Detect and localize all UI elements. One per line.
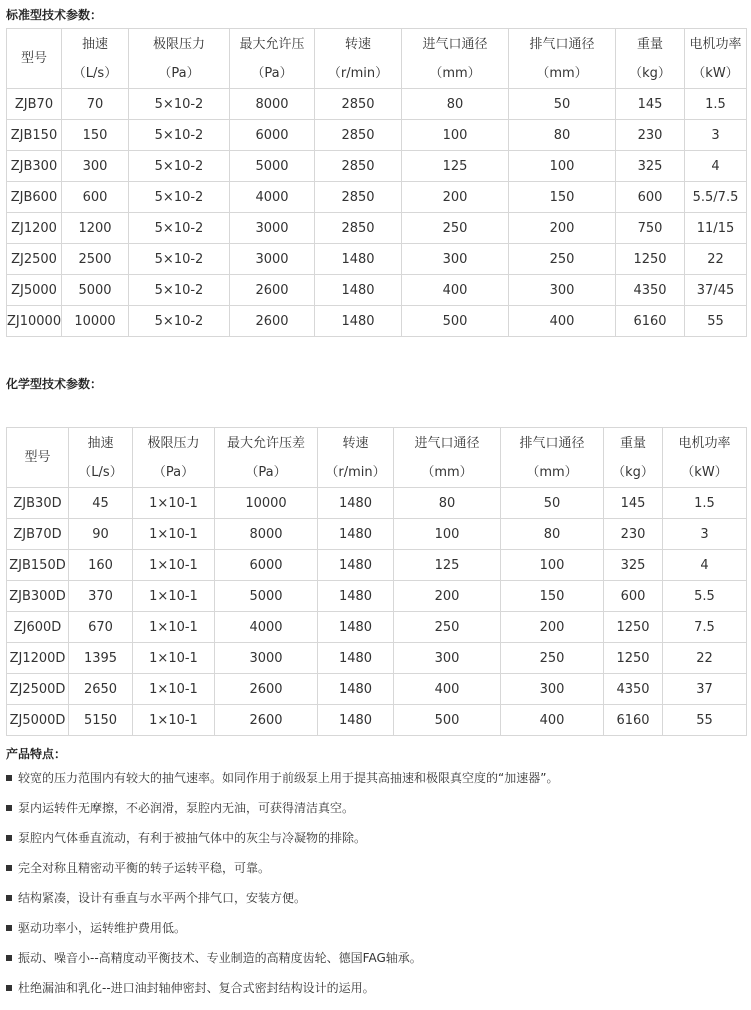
table-cell: 5×10-2 xyxy=(129,306,230,337)
table-cell: 1480 xyxy=(315,306,402,337)
table-row xyxy=(7,275,747,306)
header-unit: （kW） xyxy=(692,65,739,81)
table-cell: 55 xyxy=(685,306,747,337)
table-cell: 2850 xyxy=(315,182,402,213)
column-header xyxy=(509,29,616,89)
header-label: 重量 xyxy=(619,435,646,451)
table-cell: 50 xyxy=(501,488,604,519)
table-cell: 1.5 xyxy=(685,89,747,120)
table-cell: 2850 xyxy=(315,89,402,120)
table-cell: 1395 xyxy=(69,643,133,674)
model-cell: ZJB70 xyxy=(7,89,62,120)
column-header xyxy=(133,428,215,488)
table-cell: 750 xyxy=(616,213,685,244)
table-row xyxy=(7,519,747,550)
square-bullet-icon xyxy=(6,835,12,841)
column-header xyxy=(129,29,230,89)
column-header xyxy=(604,428,663,488)
table-cell: 10000 xyxy=(215,488,318,519)
header-unit: （kg） xyxy=(612,464,654,480)
feature-text: 驱动功率小，运转维护费用低。 xyxy=(18,921,187,935)
table-cell: 4 xyxy=(663,550,747,581)
table-cell: 1480 xyxy=(318,643,394,674)
header-label: 排气口通径 xyxy=(529,36,595,52)
table-cell: 200 xyxy=(501,612,604,643)
column-header xyxy=(685,29,747,89)
table-cell: 1480 xyxy=(318,519,394,550)
table-cell: 80 xyxy=(509,120,616,151)
table-row xyxy=(7,89,747,120)
table-cell: 8000 xyxy=(215,519,318,550)
model-cell: ZJ2500D xyxy=(7,674,69,705)
table-cell: 3 xyxy=(663,519,747,550)
table-cell: 100 xyxy=(394,519,501,550)
feature-item xyxy=(6,823,746,853)
table-cell: 4350 xyxy=(616,275,685,306)
table-cell: 2850 xyxy=(315,120,402,151)
table-cell: 5150 xyxy=(69,705,133,736)
column-header xyxy=(230,29,315,89)
table-cell: 70 xyxy=(62,89,129,120)
table-cell: 400 xyxy=(509,306,616,337)
column-header xyxy=(501,428,604,488)
table-cell: 400 xyxy=(394,674,501,705)
table-cell: 150 xyxy=(509,182,616,213)
header-label: 电机功率 xyxy=(678,435,731,451)
table-cell: 250 xyxy=(501,643,604,674)
table-cell: 7.5 xyxy=(663,612,747,643)
header-label: 极限压力 xyxy=(152,36,205,52)
header-label: 抽速 xyxy=(81,36,108,52)
header-unit: （r/min） xyxy=(327,65,389,81)
column-header xyxy=(69,428,133,488)
column-header xyxy=(7,29,62,89)
table-cell: 1×10-1 xyxy=(133,612,215,643)
model-cell: ZJ5000D xyxy=(7,705,69,736)
table-row xyxy=(7,120,747,151)
chemical-spec-table xyxy=(6,427,747,736)
table-cell: 1×10-1 xyxy=(133,488,215,519)
table-cell: 3000 xyxy=(230,213,315,244)
table-cell: 5000 xyxy=(62,275,129,306)
table-cell: 5×10-2 xyxy=(129,89,230,120)
feature-item xyxy=(6,943,746,973)
feature-item xyxy=(6,853,746,883)
header-label: 型号 xyxy=(24,450,51,465)
table-cell: 300 xyxy=(501,674,604,705)
product-features xyxy=(6,745,746,1003)
standard-spec-table xyxy=(6,28,747,337)
header-label: 重量 xyxy=(636,36,663,52)
table-cell: 22 xyxy=(685,244,747,275)
table-cell: 325 xyxy=(616,151,685,182)
chemical-section-title: 化学型技术参数： xyxy=(6,377,103,391)
header-label: 转速 xyxy=(342,435,369,451)
table-cell: 5×10-2 xyxy=(129,151,230,182)
table-cell: 2650 xyxy=(69,674,133,705)
table-row xyxy=(7,581,747,612)
model-cell: ZJB600 xyxy=(7,182,62,213)
table-row xyxy=(7,151,747,182)
table-cell: 1480 xyxy=(318,612,394,643)
table-cell: 10000 xyxy=(62,306,129,337)
header-label: 型号 xyxy=(20,51,47,66)
table-cell: 500 xyxy=(394,705,501,736)
table-cell: 100 xyxy=(509,151,616,182)
table-cell: 11/15 xyxy=(685,213,747,244)
model-cell: ZJ5000 xyxy=(7,275,62,306)
column-header xyxy=(7,428,69,488)
table-cell: 250 xyxy=(509,244,616,275)
table-cell: 125 xyxy=(402,151,509,182)
column-header xyxy=(215,428,318,488)
column-header xyxy=(62,29,129,89)
table-cell: 250 xyxy=(394,612,501,643)
column-header xyxy=(616,29,685,89)
table-cell: 5×10-2 xyxy=(129,182,230,213)
header-label: 进气口通径 xyxy=(414,435,480,451)
table-cell: 80 xyxy=(402,89,509,120)
model-cell: ZJ2500 xyxy=(7,244,62,275)
header-label: 进气口通径 xyxy=(422,36,488,52)
table-row xyxy=(7,213,747,244)
table-cell: 400 xyxy=(501,705,604,736)
model-cell: ZJB150D xyxy=(7,550,69,581)
header-unit: （mm） xyxy=(429,65,481,81)
table-cell: 1×10-1 xyxy=(133,519,215,550)
column-header xyxy=(402,29,509,89)
header-label: 抽速 xyxy=(87,435,114,451)
table-cell: 4000 xyxy=(215,612,318,643)
table-row xyxy=(7,612,747,643)
model-cell: ZJB150 xyxy=(7,120,62,151)
table-cell: 600 xyxy=(62,182,129,213)
table-cell: 500 xyxy=(402,306,509,337)
square-bullet-icon xyxy=(6,925,12,931)
model-cell: ZJB30D xyxy=(7,488,69,519)
table-cell: 150 xyxy=(62,120,129,151)
table-cell: 1480 xyxy=(318,550,394,581)
column-header xyxy=(394,428,501,488)
table-cell: 1×10-1 xyxy=(133,643,215,674)
header-row xyxy=(7,428,747,488)
feature-item xyxy=(6,763,746,793)
table-cell: 1×10-1 xyxy=(133,705,215,736)
feature-text: 结构紧凑，设计有垂直与水平两个排气口，安装方便。 xyxy=(18,891,307,905)
header-unit: （Pa） xyxy=(158,65,200,81)
table-cell: 1250 xyxy=(604,643,663,674)
table-cell: 600 xyxy=(604,581,663,612)
column-header xyxy=(318,428,394,488)
table-cell: 90 xyxy=(69,519,133,550)
header-label: 电机功率 xyxy=(689,36,742,52)
feature-text: 完全对称且精密动平衡的转子运转平稳，可靠。 xyxy=(18,861,271,875)
table-cell: 4 xyxy=(685,151,747,182)
table-cell: 3 xyxy=(685,120,747,151)
table-cell: 37/45 xyxy=(685,275,747,306)
table-cell: 2600 xyxy=(215,674,318,705)
table-cell: 45 xyxy=(69,488,133,519)
standard-section-title: 标准型技术参数： xyxy=(6,8,103,22)
header-unit: （mm） xyxy=(421,464,473,480)
table-cell: 6160 xyxy=(616,306,685,337)
table-cell: 3000 xyxy=(230,244,315,275)
feature-text: 较宽的压力范围内有较大的抽气速率。如同作用于前级泵上用于提其高抽速和极限真空度的“加速器”。 xyxy=(18,771,559,785)
table-cell: 230 xyxy=(616,120,685,151)
table-cell: 1480 xyxy=(315,244,402,275)
table-cell: 100 xyxy=(402,120,509,151)
header-unit: （Pa） xyxy=(251,65,293,81)
table-cell: 300 xyxy=(402,244,509,275)
table-cell: 100 xyxy=(501,550,604,581)
table-cell: 1480 xyxy=(318,705,394,736)
feature-text: 泵内运转件无摩擦，不必润滑，泵腔内无油，可获得清洁真空。 xyxy=(18,801,355,815)
table-cell: 2600 xyxy=(215,705,318,736)
features-title: 产品特点： xyxy=(6,747,67,761)
table-cell: 1.5 xyxy=(663,488,747,519)
square-bullet-icon xyxy=(6,985,12,991)
table-cell: 2850 xyxy=(315,213,402,244)
model-cell: ZJ10000 xyxy=(7,306,62,337)
table-cell: 5.5 xyxy=(663,581,747,612)
feature-text: 振动、噪音小--高精度动平衡技术、专业制造的高精度齿轮、德国FAG轴承。 xyxy=(18,951,422,965)
table-row xyxy=(7,488,747,519)
header-unit: （r/min） xyxy=(325,464,386,480)
table-cell: 670 xyxy=(69,612,133,643)
table-cell: 2500 xyxy=(62,244,129,275)
header-unit: （L/s） xyxy=(72,65,118,81)
square-bullet-icon xyxy=(6,775,12,781)
table-cell: 600 xyxy=(616,182,685,213)
feature-item xyxy=(6,793,746,823)
feature-list xyxy=(6,763,746,1003)
table-row xyxy=(7,674,747,705)
table-cell: 80 xyxy=(394,488,501,519)
square-bullet-icon xyxy=(6,865,12,871)
table-cell: 125 xyxy=(394,550,501,581)
table-cell: 5×10-2 xyxy=(129,275,230,306)
header-label: 转速 xyxy=(344,36,371,52)
feature-text: 泵腔内气体垂直流动，有利于被抽气体中的灰尘与冷凝物的排除。 xyxy=(18,831,367,845)
table-cell: 5×10-2 xyxy=(129,244,230,275)
table-cell: 1×10-1 xyxy=(133,674,215,705)
table-cell: 1250 xyxy=(604,612,663,643)
table-cell: 2850 xyxy=(315,151,402,182)
table-cell: 300 xyxy=(62,151,129,182)
table-cell: 6000 xyxy=(230,120,315,151)
header-label: 排气口通径 xyxy=(519,435,585,451)
header-unit: （kW） xyxy=(681,464,728,480)
table-cell: 250 xyxy=(402,213,509,244)
table-cell: 5.5/7.5 xyxy=(685,182,747,213)
table-cell: 300 xyxy=(394,643,501,674)
table-cell: 1200 xyxy=(62,213,129,244)
table-cell: 5000 xyxy=(230,151,315,182)
table-cell: 1250 xyxy=(616,244,685,275)
table-cell: 37 xyxy=(663,674,747,705)
square-bullet-icon xyxy=(6,955,12,961)
table-cell: 55 xyxy=(663,705,747,736)
table-row xyxy=(7,306,747,337)
feature-text: 杜绝漏油和乳化--进口油封轴伸密封、复合式密封结构设计的运用。 xyxy=(18,981,375,995)
table-cell: 8000 xyxy=(230,89,315,120)
table-cell: 145 xyxy=(604,488,663,519)
table-cell: 3000 xyxy=(215,643,318,674)
table-cell: 80 xyxy=(501,519,604,550)
model-cell: ZJB300D xyxy=(7,581,69,612)
table-row xyxy=(7,244,747,275)
table-cell: 300 xyxy=(509,275,616,306)
table-cell: 400 xyxy=(402,275,509,306)
header-unit: （kg） xyxy=(629,65,671,81)
table-cell: 160 xyxy=(69,550,133,581)
table-cell: 2600 xyxy=(230,306,315,337)
table-cell: 22 xyxy=(663,643,747,674)
table-cell: 325 xyxy=(604,550,663,581)
table-cell: 2600 xyxy=(230,275,315,306)
header-unit: （Pa） xyxy=(152,464,195,480)
header-unit: （Pa） xyxy=(245,464,287,480)
column-header xyxy=(663,428,747,488)
table-cell: 150 xyxy=(501,581,604,612)
feature-item xyxy=(6,973,746,1003)
table-cell: 4350 xyxy=(604,674,663,705)
model-cell: ZJ1200 xyxy=(7,213,62,244)
table-cell: 5×10-2 xyxy=(129,120,230,151)
table-cell: 5×10-2 xyxy=(129,213,230,244)
feature-item xyxy=(6,913,746,943)
table-cell: 4000 xyxy=(230,182,315,213)
table-cell: 6160 xyxy=(604,705,663,736)
header-row xyxy=(7,29,747,89)
table-cell: 5000 xyxy=(215,581,318,612)
table-cell: 145 xyxy=(616,89,685,120)
table-row xyxy=(7,182,747,213)
header-unit: （L/s） xyxy=(78,464,123,480)
table-cell: 50 xyxy=(509,89,616,120)
header-label: 最大允许压 xyxy=(239,36,305,52)
model-cell: ZJB70D xyxy=(7,519,69,550)
table-cell: 200 xyxy=(402,182,509,213)
model-cell: ZJ1200D xyxy=(7,643,69,674)
table-cell: 200 xyxy=(394,581,501,612)
table-cell: 230 xyxy=(604,519,663,550)
header-label: 极限压力 xyxy=(147,435,200,451)
table-cell: 200 xyxy=(509,213,616,244)
feature-item xyxy=(6,883,746,913)
model-cell: ZJ600D xyxy=(7,612,69,643)
table-cell: 1480 xyxy=(318,674,394,705)
table-cell: 1480 xyxy=(315,275,402,306)
model-cell: ZJB300 xyxy=(7,151,62,182)
square-bullet-icon xyxy=(6,895,12,901)
table-cell: 1×10-1 xyxy=(133,550,215,581)
header-unit: （mm） xyxy=(536,65,588,81)
column-header xyxy=(315,29,402,89)
table-cell: 1×10-1 xyxy=(133,581,215,612)
table-row xyxy=(7,643,747,674)
table-cell: 6000 xyxy=(215,550,318,581)
header-unit: （mm） xyxy=(526,464,578,480)
square-bullet-icon xyxy=(6,805,12,811)
table-cell: 370 xyxy=(69,581,133,612)
table-cell: 1480 xyxy=(318,581,394,612)
table-cell: 1480 xyxy=(318,488,394,519)
table-row xyxy=(7,550,747,581)
table-row xyxy=(7,705,747,736)
header-label: 最大允许压差 xyxy=(226,435,305,451)
